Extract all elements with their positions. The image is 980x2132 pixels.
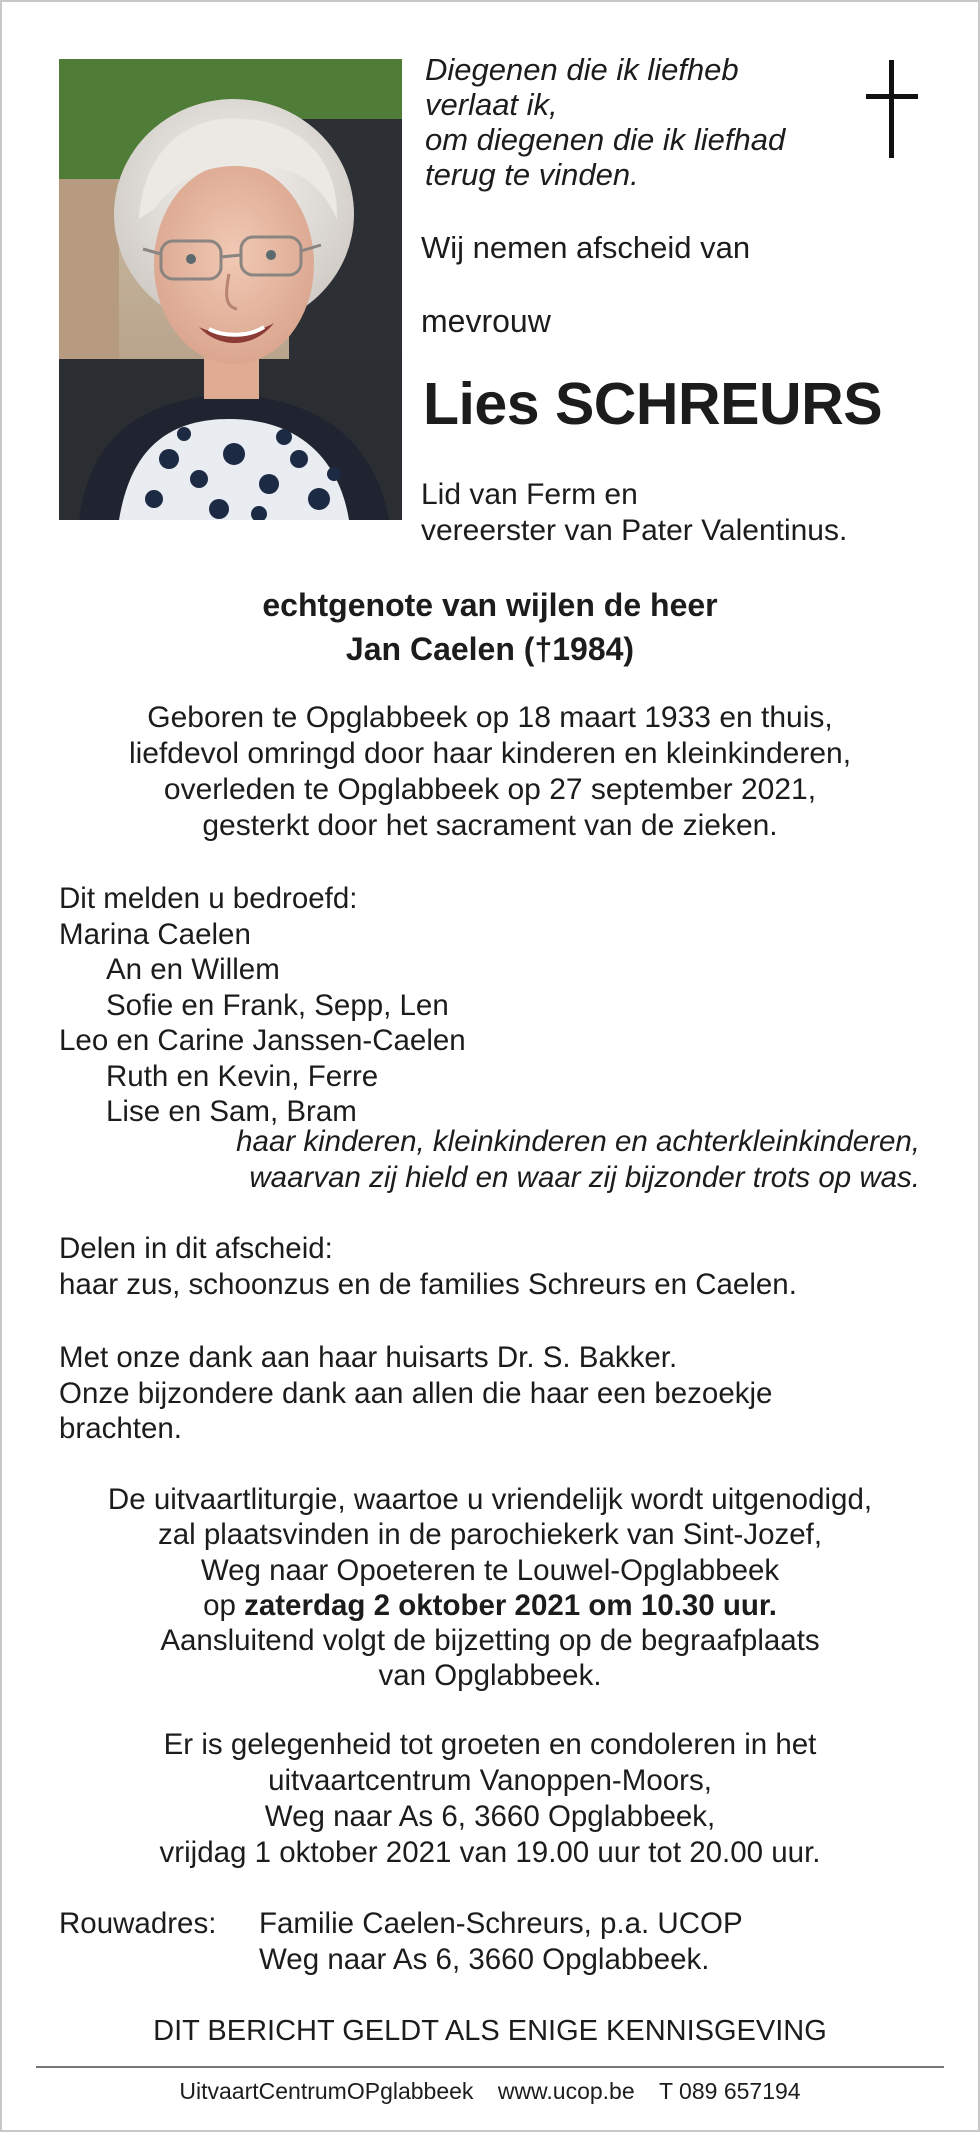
birth-death-line: Geboren te Opglabbeek op 18 maart 1933 en thuis, <box>147 701 833 734</box>
membership-line: Lid van Ferm en <box>421 478 638 511</box>
funeral-date-prefix: op <box>203 1588 245 1622</box>
funeral-line: Aansluitend volgt de bijzetting op de begraafplaats <box>160 1624 820 1658</box>
funeral-info <box>0 1482 980 1694</box>
funeral-line: zal plaatsvinden in de parochiekerk van Sint-Jozef, <box>157 1518 823 1552</box>
funeral-line: van Opglabbeek. <box>378 1659 602 1693</box>
spouse-info <box>0 583 980 671</box>
mourner-line: An en Willem <box>106 953 280 986</box>
mourner-line: Leo en Carine Janssen-Caelen <box>59 1024 466 1057</box>
membership-line: vereerster van Pater Valentinus. <box>421 514 848 547</box>
poem-line: om diegenen die ik liefhad <box>425 122 786 157</box>
mourning-address-text <box>259 1906 743 1978</box>
birth-death-info <box>0 700 980 844</box>
mourning-address-line: Weg naar As 6, 3660 Opglabbeek. <box>259 1943 710 1976</box>
condolences-line: Weg naar As 6, 3660 Opglabbeek, <box>264 1800 716 1833</box>
footer-divider <box>36 2066 944 2068</box>
mourners-heading: Dit melden u bedroefd: <box>59 882 358 915</box>
funeral-date-line <box>0 1588 980 1623</box>
birth-death-line: gesterkt door het sacrament van de zieken. <box>202 809 778 842</box>
poem <box>425 52 785 192</box>
notice: DIT BERICHT GELDT ALS ENIGE KENNISGEVING <box>153 2015 827 2047</box>
membership <box>421 477 847 549</box>
mourning-address-label: Rouwadres: <box>59 1907 217 1940</box>
poem-line: verlaat ik, <box>425 87 558 122</box>
spouse-line: Jan Caelen (†1984) <box>345 631 635 667</box>
condolences-line: uitvaartcentrum Vanoppen-Moors, <box>268 1764 712 1797</box>
condolences-line: Er is gelegenheid tot groeten en condoleren in het <box>163 1728 817 1761</box>
footer-phone: T 089 657194 <box>659 2078 801 2104</box>
deceased-name: Lies SCHREURS <box>423 371 883 437</box>
condolences-line: vrijdag 1 oktober 2021 van 19.00 uur tot 20.00 uur. <box>159 1836 821 1869</box>
footer-website[interactable]: www.ucop.be <box>497 2078 635 2104</box>
thanks-line: brachten. <box>59 1412 182 1445</box>
thanks-line: Met onze dank aan haar huisarts Dr. S. Bakker. <box>59 1341 678 1374</box>
spouse-line: echtgenote van wijlen de heer <box>262 587 718 623</box>
mourners-caption-line: waarvan zij hield en waar zij bijzonder trots op was. <box>249 1161 920 1194</box>
condolences-info <box>0 1727 980 1871</box>
mourner-line: Marina Caelen <box>59 917 251 951</box>
mourners-caption-line: haar kinderen, kleinkinderen en achterkleinkinderen, <box>236 1125 920 1158</box>
mourners-list <box>59 881 466 1130</box>
thanks-section <box>59 1340 772 1447</box>
footer-company: UitvaartCentrumOPglabbeek <box>179 2078 474 2104</box>
birth-death-line: overleden te Opglabbeek op 27 september 2021, <box>163 773 817 806</box>
birth-death-line: liefdevol omringd door haar kinderen en kleinkinderen, <box>128 737 852 770</box>
farewell-intro: Wij nemen afscheid van <box>421 230 751 265</box>
portrait-photo <box>59 59 402 520</box>
sharing-line: haar zus, schoonzus en de families Schreurs en Caelen. <box>59 1267 797 1301</box>
funeral-line: De uitvaartliturgie, waartoe u vriendelijk wordt uitgenodigd, <box>107 1483 873 1516</box>
poem-line: Diegenen die ik liefheb <box>425 52 739 87</box>
thanks-line: Onze bijzondere dank aan allen die haar een bezoekje <box>59 1376 773 1410</box>
cross-icon <box>862 60 922 165</box>
mourner-line: Sofie en Frank, Sepp, Len <box>106 988 449 1022</box>
sharing-line: Delen in dit afscheid: <box>59 1232 333 1265</box>
mourning-address-line: Familie Caelen-Schreurs, p.a. UCOP <box>259 1907 743 1940</box>
sharing-section <box>59 1231 797 1302</box>
mourner-line: Ruth en Kevin, Ferre <box>106 1059 379 1093</box>
mourners-caption <box>0 1124 920 1196</box>
deceased-title: mevrouw <box>421 303 551 339</box>
mourner-line: Lise en Sam, Bram <box>106 1095 357 1128</box>
funeral-date: zaterdag 2 oktober 2021 om 10.30 uur. <box>244 1588 777 1622</box>
footer <box>0 2078 980 2105</box>
poem-line: terug te vinden. <box>425 157 639 192</box>
funeral-line: Weg naar Opoeteren te Louwel-Opglabbeek <box>200 1553 780 1587</box>
